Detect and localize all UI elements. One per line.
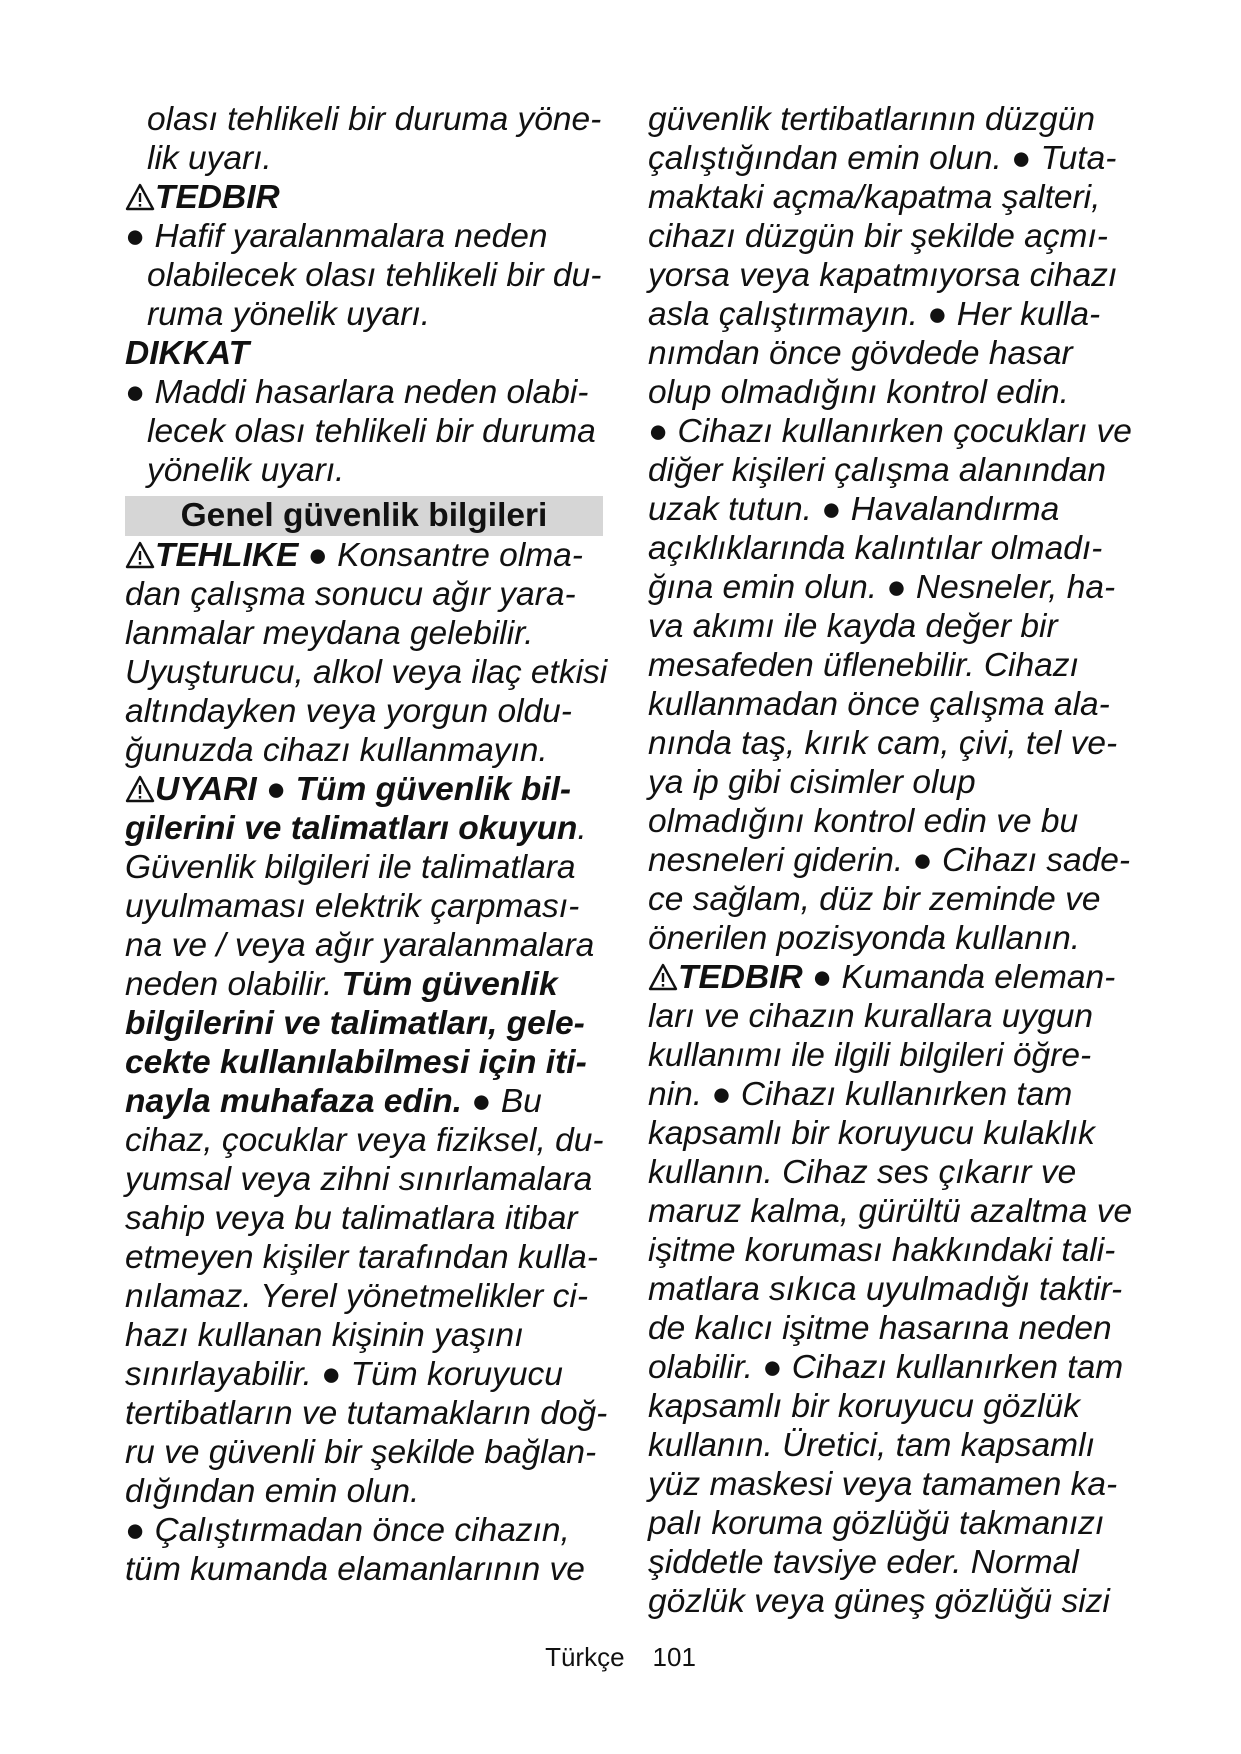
footer-language: Türkçe bbox=[545, 1642, 625, 1672]
right-column bbox=[648, 100, 1133, 1621]
page-number: 101 bbox=[652, 1642, 696, 1672]
uyari-mixed-line: neden olabilir. Tüm güvenlik bbox=[125, 966, 558, 1003]
left-rest-text: cihaz, çocuklar veya fiziksel, du- yumsal veya zihni sınırlamalara sahip veya bu talimatlara itibar etmeyen kişiler tarafından kulla- nılamaz. Yerel yönetmelikler ci- hazı kullanan kişinin yaşını sınırlayabilir. ● Tüm koruyucu tertibatların ve tutamakların doğ- ru ve güvenli bir şekilde bağlan- dığından emin olun. ● Çalıştırmadan önce cihazın, tüm kumanda elamanlarının ve bbox=[125, 1122, 608, 1588]
uyari-bold-text: bilgilerini ve talimatları, gele- cekte kullanılabilmesi için iti- bbox=[125, 1005, 587, 1081]
warning-triangle-icon bbox=[125, 775, 155, 803]
uyari-last-line: nayla muhafaza edin. ● Bu bbox=[125, 1083, 542, 1120]
tedbir-text: ● Hafif yaralanmalara neden olabilecek olası tehlikeli bir du- ruma yönelik uyarı. bbox=[125, 218, 602, 333]
right-text: güvenlik tertibatlarının düzgün çalıştığından emin olun. ● Tuta- maktaki açma/kapatma şalteri, cihazı düzgün bir şekilde açmı- yorsa veya kapatmıyorsa cihazı asla çalıştırmayın. ● Her kulla- nımdan önce gövdede hasar olup olmadığını kontrol edin. ● Cihazı kullanırken çocukları ve diğer kişileri çalışma alanından uzak tutun. ● Havalandırma açıklıklarında kalıntılar olmadı- ğına emin olun. ● Nesneler, ha- va akımı ile kayda değer bir mesafeden üflenebilir. Cihazı kullanmadan önce çalışma ala- nında taş, kırık cam, çivi, tel ve- ya ip gibi cisimler olup olmadığını kontrol edin ve bu nesneleri giderin. ● Cihazı sade- ce sağlam, düz bir zeminde ve önerilen pozisyonda kullanın. bbox=[648, 101, 1132, 957]
tehlike-paragraph-start: TEHLIKE ● Konsantre olma- bbox=[125, 536, 603, 575]
right-tedbir-text: ları ve cihazın kurallara uygun kullanımı ile ilgili bilgileri öğre- nin. ● Cihazı kullanırken tam kapsamlı bir koruyucu kulaklık kullanın. Cihaz ses çıkarır ve maruz kalma, gürültü azaltma ve işitme koruması hakkındaki tali- matlara sıkıca uyulmadığı taktir- de kalıcı işitme hasarına neden olabilir. ● Cihazı kullanırken tam kapsamlı bir koruyucu gözlük kullanın. Üretici, tam kapsamlı yüz maskesi veya tamamen ka- palı koruma gözlüğü takmanızı şiddetle tavsiye eder. Normal gözlük veya güneş gözlüğü sizi bbox=[648, 998, 1133, 1620]
section-title: Genel güvenlik bilgileri bbox=[125, 496, 603, 536]
tedbir-heading: TEDBIR bbox=[125, 178, 603, 217]
left-column bbox=[125, 100, 608, 1589]
uyari-label: UYARI bbox=[155, 771, 257, 808]
dikkat-heading: DIKKAT bbox=[125, 335, 250, 372]
tehlike-label: TEHLIKE bbox=[155, 537, 299, 574]
uyari-second-line: gilerini ve talimatları okuyun. bbox=[125, 810, 587, 847]
page-footer bbox=[0, 1642, 1241, 1673]
warning-triangle-icon bbox=[125, 541, 155, 569]
tehlike-text: dan çalışma sonucu ağır yara- lanmalar meydana gelebilir. Uyuşturucu, alkol veya ilaç etkisi altındayken veya yorgun oldu- ğunuzda cihazı kullanmayın. bbox=[125, 576, 608, 769]
dikkat-text: ● Maddi hasarlara neden olabi- lecek olası tehlikeli bir duruma yönelik uyarı. bbox=[125, 374, 596, 489]
warning-triangle-icon bbox=[125, 183, 155, 211]
uyari-paragraph-start: UYARI ● Tüm güvenlik bil- bbox=[125, 770, 603, 809]
right-tedbir-label: TEDBIR bbox=[678, 959, 803, 996]
right-tedbir-start: TEDBIR ● Kumanda eleman- bbox=[648, 958, 1128, 997]
warning-triangle-icon bbox=[648, 963, 678, 991]
intro-text: olası tehlikeli bir duruma yöne- lik uyarı. bbox=[147, 101, 602, 177]
uyari-text: Güvenlik bilgileri ile talimatlara uyulmaması elektrik çarpması- na ve / veya ağır yaralanmalara bbox=[125, 849, 595, 964]
